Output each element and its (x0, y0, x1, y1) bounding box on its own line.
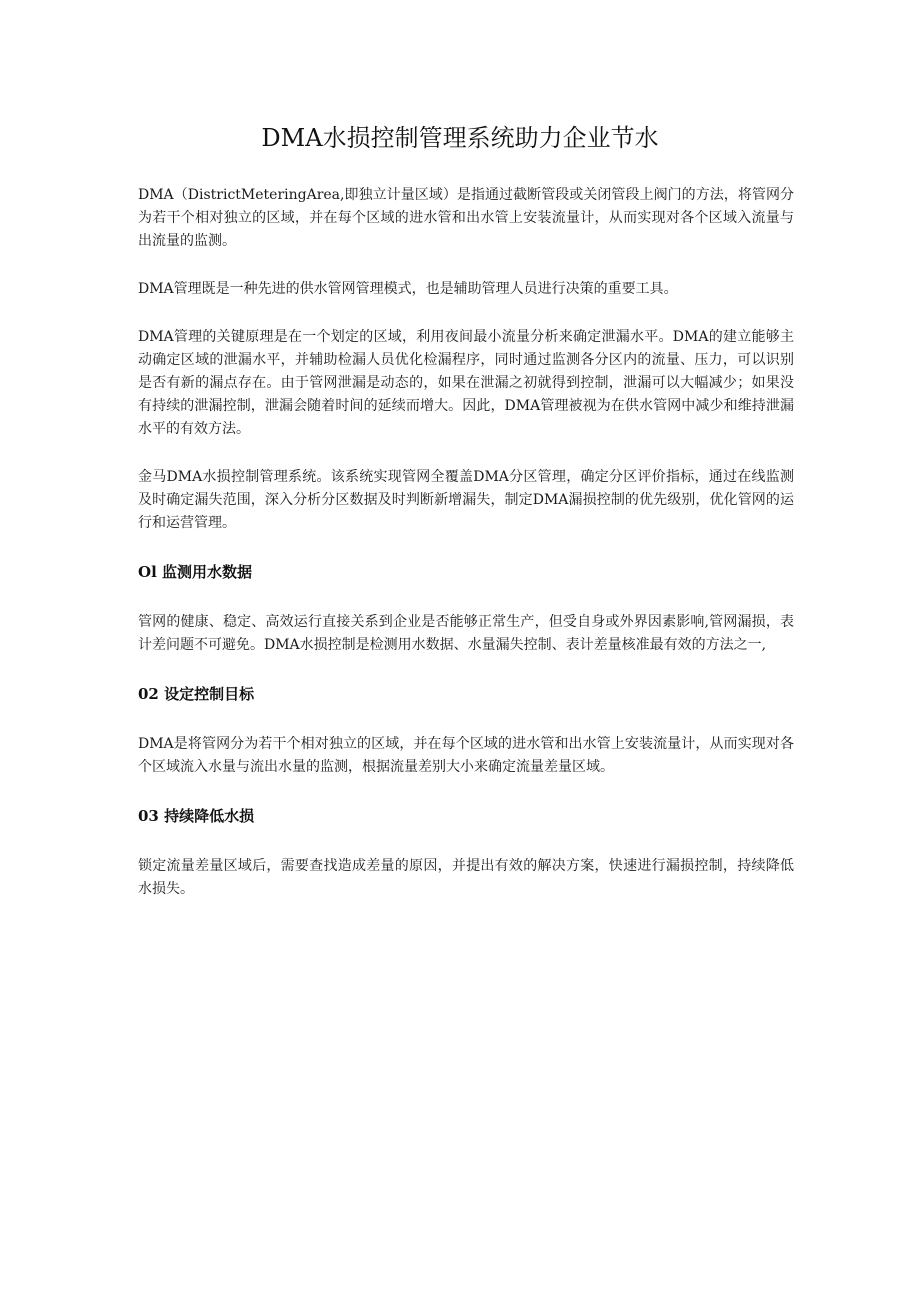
section-number: 02 (138, 685, 159, 703)
section-number: Ol (138, 563, 157, 581)
document-body (138, 184, 794, 901)
section-number: 03 (138, 807, 159, 825)
document-title: DMA水损控制管理系统助力企业节水 (261, 124, 659, 152)
section-title: 持续降低水损 (164, 807, 255, 825)
section-body-targets: DMA是将管网分为若干个相对独立的区域，并在每个区域的进水管和出水管上安装流量计，从而实现对各个区域流入水量与流出水量的监测，根据流量差别大小来确定流量差量区域。 (138, 736, 794, 775)
section-heading-targets (138, 683, 794, 705)
management-mode-paragraph: DMA管理既是一种先进的供水管网管理模式，也是辅助管理人员进行决策的重要工具。 (138, 281, 678, 297)
section-heading-reduce-loss (138, 805, 794, 827)
section-title: 设定控制目标 (164, 685, 255, 703)
principle-paragraph: DMA管理的关键原理是在一个划定的区域，利用夜间最小流量分析来确定泄漏水平。DMA的建立能够主动确定区域的泄漏水平，并辅助检漏人员优化检漏程序，同时通过监测各分区内的流量、压力，可以识别是否有新的漏点存在。由于管网泄漏是动态的，如果在泄漏之初就得到控制，泄漏可以大幅减少；如果没有持续的泄漏控制，泄漏会随着时间的延续而增大。因此，DMA管理被视为在供水管网中减少和维持泄漏水平的有效方法。 (138, 329, 794, 437)
section-title: 监测用水数据 (162, 563, 253, 581)
intro-paragraph: DMA（DistrictMeteringArea,即独立计量区域）是指通过截断管段或关闭管段上阀门的方法，将管网分为若干个相对独立的区域，并在每个区域的进水管和出水管上安装流量计，从而实现对各个区域入流量与出流量的监测。 (138, 187, 794, 249)
system-paragraph: 金马DMA水损控制管理系统。该系统实现管网全覆盖DMA分区管理，确定分区评价指标，通过在线监测及时确定漏失范围，深入分析分区数据及时判断新增漏失，制定DMA漏损控制的优先级别，优化管网的运行和运营管理。 (138, 469, 794, 531)
section-body-monitoring: 管网的健康、稳定、高效运行直接关系到企业是否能够正常生产，但受自身或外界因素影响,管网漏损，表计差问题不可避免。DMA水损控制是检测用水数据、水量漏失控制、表计差量核准最有效的方法之一, (138, 614, 794, 653)
section-heading-monitoring (138, 561, 794, 583)
section-body-reduce-loss: 锁定流量差量区域后，需要查找造成差量的原因，并提出有效的解决方案，快速进行漏损控制，持续降低水损失。 (138, 858, 794, 897)
